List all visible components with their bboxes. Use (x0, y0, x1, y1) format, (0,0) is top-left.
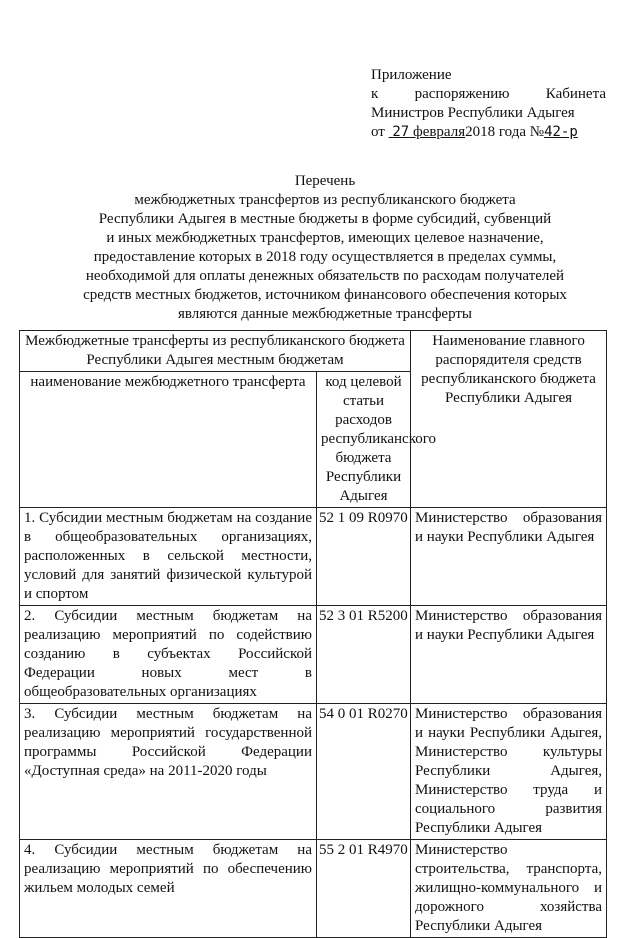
row-name-cell: 2. Субсидии местным бюджетам на реализацию мероприятий по содействию созданию в субъектах Российской Федерации новых мест в общеобразовательных организациях (20, 606, 317, 704)
table-row (20, 704, 607, 840)
appendix-order-line (371, 85, 606, 104)
row-code-cell: 52 1 09 R0970 (317, 508, 411, 606)
table-row (20, 840, 607, 938)
header-code-cell: код целевой статьи расходов республиканского бюджета Республики Адыгея (317, 372, 411, 508)
title-heading: Перечень (294, 173, 356, 189)
appendix-word-cabinet: Кабинета (545, 86, 606, 102)
title-line: средств местных бюджетов, источником финансового обеспечения которых (83, 287, 567, 303)
header-name-cell: наименование межбюджетного трансферта (20, 372, 317, 508)
appendix-date-line (371, 123, 606, 142)
appendix-ministers: Министров Республики Адыгея (371, 105, 575, 121)
header-manager-cell: Наименование главного распорядителя средств республиканского бюджета Республики Адыгея (411, 331, 607, 508)
row-name-cell: 4. Субсидии местным бюджетам на реализацию мероприятий по обеспечению жильем молодых семей (20, 840, 317, 938)
appendix-word-k: к (371, 86, 379, 102)
header-group-cell: Межбюджетные трансферты из республиканского бюджета Республики Адыгея местным бюджетам (20, 331, 411, 372)
date-year: 2018 года № (465, 124, 545, 140)
table-row (20, 606, 607, 704)
appendix-word-order: распоряжению (414, 86, 510, 102)
row-code-cell: 55 2 01 R4970 (317, 840, 411, 938)
title-line: и иных межбюджетных трансфертов, имеющих целевое назначение, (106, 230, 544, 246)
table-header-row (20, 331, 607, 372)
date-day: 27 (392, 124, 410, 140)
title-line: Республики Адыгея в местные бюджеты в форме субсидий, субвенций (98, 211, 552, 227)
row-manager-cell: Министерство строительства, транспорта, жилищно-коммунального и дорожного хозяйства Республики Адыгея (411, 840, 607, 938)
order-number: 42-р (544, 124, 578, 140)
row-code-cell: 54 0 01 R0270 (317, 704, 411, 840)
appendix-block (371, 66, 606, 142)
row-manager-cell: Министерство образования и науки Республики Адыгея (411, 606, 607, 704)
date-day-month (389, 124, 466, 140)
date-prefix: от (371, 124, 385, 140)
date-month: февраля (412, 124, 466, 140)
row-name-cell: 1. Субсидии местным бюджетам на создание в общеобразовательных организациях, расположенных в сельской местности, условий для занятий физической культурой и спортом (20, 508, 317, 606)
row-manager-cell: Министерство образования и науки Республики Адыгея (411, 508, 607, 606)
title-line: предоставление которых в 2018 году осуществляется в пределах суммы, (93, 249, 557, 265)
row-name-cell: 3. Субсидии местным бюджетам на реализацию мероприятий государственной программы Российской Федерации «Доступная среда» на 2011-2020 годы (20, 704, 317, 840)
title-line: межбюджетных трансфертов из республиканского бюджета (134, 192, 516, 208)
document-title (60, 172, 590, 324)
table-row (20, 508, 607, 606)
appendix-label: Приложение (371, 67, 452, 83)
title-line: необходимой для оплаты денежных обязательств по расходам получателей (85, 268, 565, 284)
transfers-table (19, 330, 607, 938)
title-line: являются данные межбюджетные трансферты (177, 306, 473, 322)
row-manager-cell: Министерство образования и науки Республики Адыгея, Министерство культуры Республики Адыгея, Министерство труда и социального развития Республики Адыгея (411, 704, 607, 840)
row-code-cell: 52 3 01 R5200 (317, 606, 411, 704)
